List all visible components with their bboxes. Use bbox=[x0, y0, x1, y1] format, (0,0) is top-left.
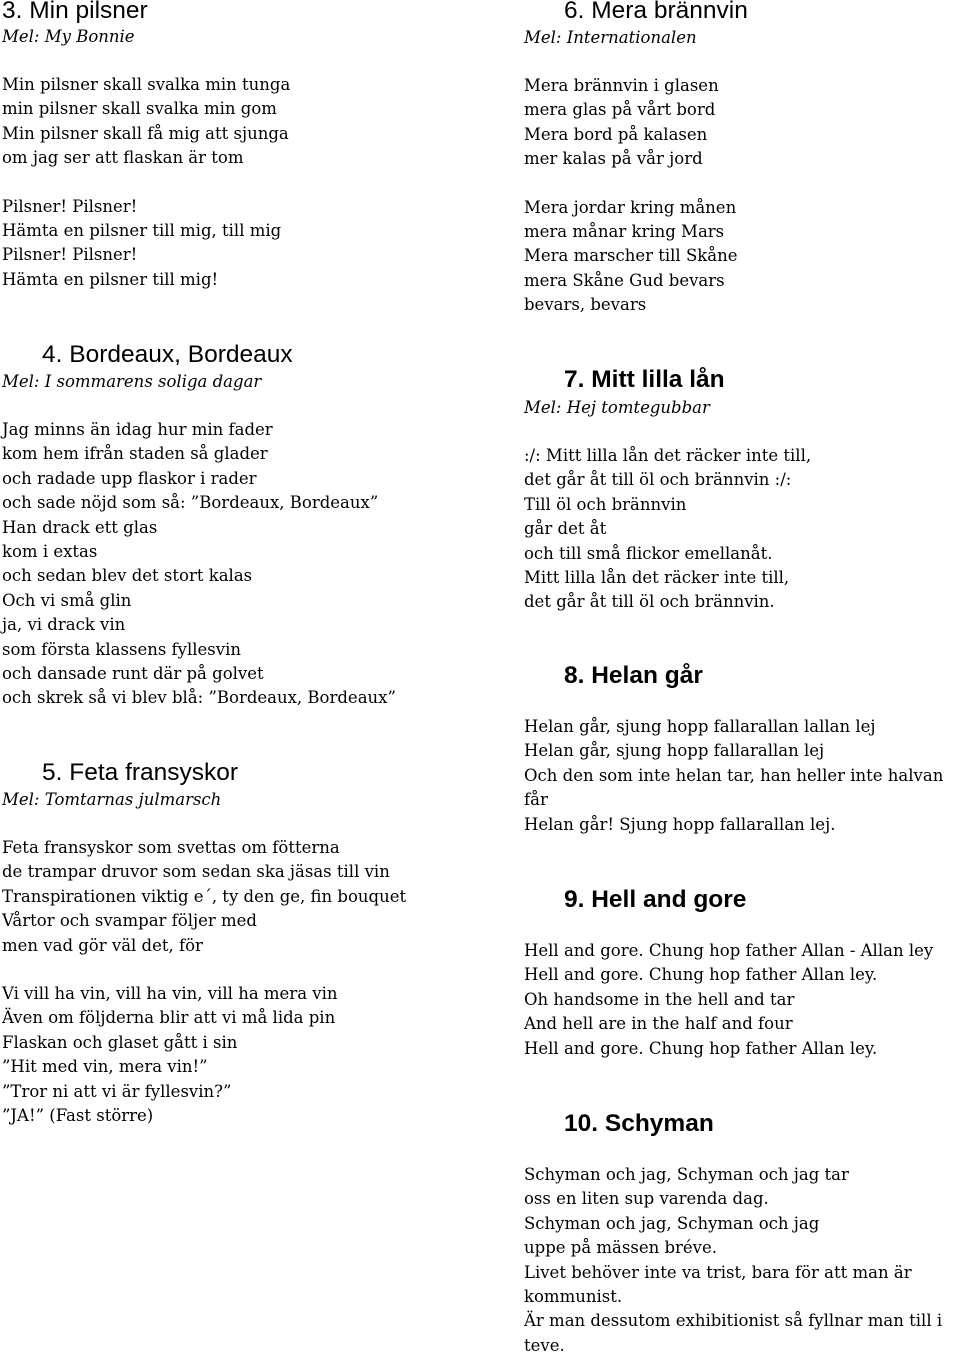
lyric-line: Hämta en pilsner till mig, till mig bbox=[2, 221, 282, 241]
lyric-line: mera glas på vårt bord bbox=[524, 100, 716, 120]
song-title: 8. Helan går bbox=[564, 662, 703, 689]
stanza bbox=[2, 195, 472, 293]
song-title: 7. Mitt lilla lån bbox=[564, 366, 725, 393]
lyric-line: Till öl och brännvin bbox=[524, 494, 687, 514]
song-title: 10. Schyman bbox=[564, 1110, 714, 1137]
song-title: 9. Hell and gore bbox=[564, 886, 747, 913]
lyric-line: mer kalas på vår jord bbox=[524, 149, 703, 169]
stanza bbox=[524, 444, 960, 615]
stanza bbox=[524, 715, 960, 837]
lyric-line: Pilsner! Pilsner! bbox=[2, 245, 138, 265]
lyric-line: Mera jordar kring månen bbox=[524, 197, 737, 217]
stanza bbox=[524, 1163, 960, 1358]
song-mera-brannvin-body bbox=[524, 25, 960, 318]
lyric-line: om jag ser att flaskan är tom bbox=[2, 148, 244, 168]
lyric-line: Feta fransyskor som svettas om fötterna bbox=[2, 838, 340, 857]
lyric-line: Även om följderna blir att vi må lida pin bbox=[2, 1008, 336, 1028]
song-title: 6. Mera brännvin bbox=[564, 0, 748, 24]
lyric-line: :/: Mitt lilla lån det räcker inte till, bbox=[524, 446, 812, 465]
lyric-line: men vad gör väl det, för bbox=[2, 935, 203, 955]
stanza bbox=[2, 73, 472, 171]
lyric-line: kommunist. bbox=[524, 1287, 623, 1307]
song-min-pilsner bbox=[2, 0, 472, 292]
lyric-line: Vårtor och svampar följer med bbox=[2, 911, 257, 931]
lyric-line: kom hem ifrån staden så glader bbox=[2, 444, 268, 464]
lyric-line: Schyman och jag, Schyman och jag tar bbox=[524, 1165, 849, 1184]
song-schyman bbox=[564, 1111, 960, 1137]
lyric-line: Vi vill ha vin, vill ha vin, vill ha mera vin bbox=[2, 984, 338, 1004]
lyric-line: Transpirationen viktig e´, ty den ge, fin bouquet bbox=[2, 886, 407, 906]
stanza bbox=[524, 196, 960, 318]
lyric-line: Mitt lilla lån det räcker inte till, bbox=[524, 568, 790, 588]
lyric-line: Hell and gore. Chung hop father Allan - Allan ley bbox=[524, 941, 934, 960]
song-bordeaux bbox=[42, 342, 472, 368]
lyric-line: Helan går, sjung hopp fallarallan lallan lej bbox=[524, 717, 876, 736]
lyric-line: och radade upp flaskor i rader bbox=[2, 468, 257, 488]
lyric-line: Och vi små glin bbox=[2, 590, 132, 610]
lyric-line: Mera marscher till Skåne bbox=[524, 246, 738, 266]
lyric-line: får bbox=[524, 790, 548, 810]
lyric-line: uppe på mässen bréve. bbox=[524, 1238, 718, 1258]
lyric-line: teve. bbox=[524, 1335, 565, 1355]
song-feta-fransyskor-body bbox=[2, 787, 472, 1128]
lyric-line: Hell and gore. Chung hop father Allan ley. bbox=[524, 1038, 878, 1058]
lyric-line: Mera brännvin i glasen bbox=[524, 76, 719, 95]
stanza bbox=[524, 939, 960, 1061]
lyric-line: ”Tror ni att vi är fyllesvin?” bbox=[2, 1081, 232, 1101]
lyric-line: ”Hit med vin, mera vin!” bbox=[2, 1057, 208, 1077]
song-helan-gar-body bbox=[524, 691, 960, 837]
song-melody: Mel: Hej tomtegubbar bbox=[524, 398, 710, 417]
song-mitt-lilla-lan bbox=[564, 367, 960, 393]
song-title: 5. Feta fransyskor bbox=[42, 759, 239, 786]
song-bordeaux-body bbox=[2, 369, 472, 711]
song-melody: Mel: My Bonnie bbox=[2, 27, 135, 46]
lyric-line: och skrek så vi blev blå: ”Bordeaux, Bordeaux” bbox=[2, 688, 396, 708]
lyric-line: Mera bord på kalasen bbox=[524, 124, 708, 144]
stanza bbox=[2, 418, 472, 711]
lyric-line: och sade nöjd som så: ”Bordeaux, Bordeaux” bbox=[2, 493, 379, 513]
stanza bbox=[2, 982, 472, 1128]
lyric-line: Är man dessutom exhibitionist så fyllnar man till i bbox=[524, 1311, 943, 1331]
lyric-line: Han drack ett glas bbox=[2, 517, 158, 537]
song-melody: Mel: Tomtarnas julmarsch bbox=[2, 790, 222, 809]
lyric-line: And hell are in the half and four bbox=[524, 1014, 793, 1034]
song-melody: Mel: Internationalen bbox=[524, 28, 697, 47]
song-mera-brannvin bbox=[564, 0, 960, 24]
stanza bbox=[524, 74, 960, 172]
lyric-line: Helan går, sjung hopp fallarallan lej bbox=[524, 741, 825, 761]
lyric-line: går det åt bbox=[524, 519, 607, 539]
lyric-line: Livet behöver inte va trist, bara för att man är bbox=[524, 1262, 912, 1282]
song-hell-and-gore-body bbox=[524, 915, 960, 1061]
song-hell-and-gore bbox=[564, 887, 960, 913]
lyric-line: Min pilsner skall få mig att sjunga bbox=[2, 123, 289, 143]
lyric-line: kom i extas bbox=[2, 542, 98, 562]
lyric-line: oss en liten sup varenda dag. bbox=[524, 1189, 769, 1209]
lyric-line: Flaskan och glaset gått i sin bbox=[2, 1032, 238, 1052]
lyric-line: bevars, bevars bbox=[524, 295, 647, 315]
song-helan-gar bbox=[564, 663, 960, 689]
lyric-line: och dansade runt där på golvet bbox=[2, 664, 264, 684]
lyric-line: ja, vi drack vin bbox=[2, 615, 126, 635]
lyric-line: Hämta en pilsner till mig! bbox=[2, 269, 219, 289]
lyric-line: min pilsner skall svalka min gom bbox=[2, 99, 277, 119]
song-feta-fransyskor bbox=[42, 760, 472, 786]
lyric-line: Jag minns än idag hur min fader bbox=[2, 420, 273, 439]
lyric-line: Min pilsner skall svalka min tunga bbox=[2, 75, 291, 94]
lyric-line: Pilsner! Pilsner! bbox=[2, 196, 138, 216]
lyric-line: som första klassens fyllesvin bbox=[2, 639, 241, 659]
lyric-line: ”JA!” (Fast större) bbox=[2, 1106, 154, 1126]
song-mitt-lilla-lan-body bbox=[524, 395, 960, 615]
lyric-line: Oh handsome in the hell and tar bbox=[524, 989, 795, 1009]
lyric-line: mera månar kring Mars bbox=[524, 222, 725, 242]
song-schyman-body bbox=[524, 1139, 960, 1358]
lyric-line: det går åt till öl och brännvin. bbox=[524, 592, 775, 612]
lyric-line: Helan går! Sjung hopp fallarallan lej. bbox=[524, 814, 836, 834]
lyric-line: mera Skåne Gud bevars bbox=[524, 270, 725, 290]
song-title: 4. Bordeaux, Bordeaux bbox=[42, 341, 293, 368]
lyric-line: och till små flickor emellanåt. bbox=[524, 543, 773, 563]
stanza bbox=[2, 836, 472, 958]
song-title: 3. Min pilsner bbox=[2, 0, 148, 24]
lyric-line: Schyman och jag, Schyman och jag bbox=[524, 1213, 820, 1233]
lyric-line: Och den som inte helan tar, han heller inte halvan bbox=[524, 765, 944, 785]
lyric-line: Hell and gore. Chung hop father Allan ley. bbox=[524, 965, 878, 985]
lyric-line: de trampar druvor som sedan ska jäsas till vin bbox=[2, 862, 390, 882]
lyric-line: det går åt till öl och brännvin :/: bbox=[524, 470, 792, 490]
song-melody: Mel: I sommarens soliga dagar bbox=[2, 372, 262, 391]
lyric-line: och sedan blev det stort kalas bbox=[2, 566, 253, 586]
